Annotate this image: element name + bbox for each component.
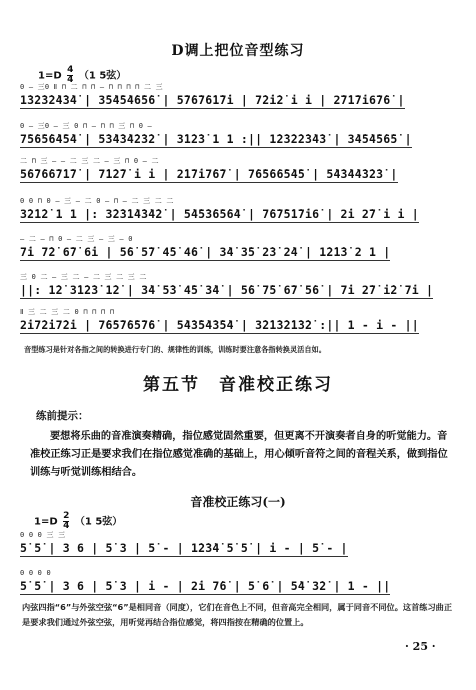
score-row	[20, 196, 450, 224]
notes-line: 5̇6̇7̇6̇6̇7̇1̇7̇ | 7̇1̇2̇7̇ i i | 2̇1̇7̇i7̇6̇7̇ | 7̇6̇5̇6̇6̇5̇4̇5̇ | 5̇4̇3̇4̇4̇3̇2̇3̇ |	[20, 167, 398, 181]
time-denominator: 4	[67, 75, 74, 85]
notes-line: 5̇ 5̇ | 3 6 | 5̇ 3 | 5̇ - | 1̇2̇3̇4̇ 5̇ 5̇ | i - | 5̇ - |	[20, 541, 348, 555]
section-title: 第五节 音准校正练习	[143, 375, 333, 395]
notes-line: ||: 1̇2̇ 3̇1̇2̇3̇ 1̇2̇ | 3̇4̇ 5̇3̇ 4̇5̇ 3̇4̇ | 5̇6̇ 7̇5̇ 6̇7̇ 5̇6̇ | 7̇i 2̇7̇ i̇2̇ 7̇i |	[20, 283, 434, 297]
notes-line: 3̇2̇1̇2̇ 1 1 |: 3̇2̇3̇1̇4̇3̇4̇2̇ | 5̇4̇5̇3̇6̇5̇6̇4̇ | 7̇6̇7̇5̇1̇7̇i6̇ | 2̇i 2̇7̇ i i |	[20, 207, 419, 221]
string-label: （1 5弦）	[74, 516, 123, 528]
fingering-marks: Ⅱ 三 二 三 二 0 ⊓ ⊓ ⊓ ⊓	[20, 308, 115, 316]
fingering-marks: 三 0 二 — 三 二 — 二 三 二 三 二	[20, 273, 147, 281]
fingering-marks: 0 0 0 0	[20, 569, 51, 577]
notes-line: 2̇i7̇2̇i7̇2̇i | 7̇6̇5̇7̇6̇5̇7̇6̇ | 5̇4̇3̇5̇4̇3̇5̇4̇ | 3̇2̇1̇3̇2̇1̇3̇2̇ :|| 1 - i - ||	[20, 318, 419, 332]
fingering-marks: 二 ⊓ 三 — — 二 三 二 — 三 ⊓ 0 — 二	[20, 157, 159, 165]
score-row	[20, 272, 450, 300]
exercise-title-intonation: 音准校正练习(一)	[190, 495, 286, 509]
score-row	[20, 234, 450, 262]
time-denominator: 4	[63, 521, 70, 531]
key-signature-2	[34, 512, 122, 531]
time-numerator: 4	[67, 65, 74, 75]
tip-paragraph	[30, 428, 450, 482]
exercise-title-d-key: D调上把位音型练习	[171, 43, 305, 59]
time-numerator: 2	[63, 511, 70, 521]
score-row	[20, 82, 450, 110]
fingering-marks: 0 0 0 三 三	[20, 531, 66, 539]
exercise-note: 音型练习是针对各指之间的转换进行专门的、规律性的训练，训练时要注意各指转换灵活自如。	[24, 345, 326, 354]
score-row	[20, 568, 450, 596]
string-label: （1 5弦）	[78, 70, 127, 82]
score-row	[20, 530, 450, 558]
notes-line: 1̇3̇2̇3̇2̇4̇3̇4̇ | 3̇5̇4̇5̇4̇6̇5̇6̇ | 5̇7̇6̇7̇6̇1̇7̇i | 7̇2̇i̇2̇ i i | 2̇7̇1̇7̇i6̇7̇6̇ |	[20, 93, 405, 107]
exercise-note-2: 内弦四指“6”与外弦空弦“6”是相同音（同度），它们在音色上不同，但音高完全相同，属于同音不同位。这首练习曲正是要求我们通过外弦空弦，用听觉再结合指位感觉，将四指按在精确的位置上。	[22, 602, 453, 627]
page-number: · 25 ·	[405, 640, 436, 653]
time-signature	[63, 512, 69, 531]
notes-line: 7̇5̇6̇5̇6̇4̇5̇4̇ | 5̇3̇4̇3̇4̇2̇3̇2̇ | 3̇1̇2̇3̇ 1 1 :|| 1̇2̇3̇2̇2̇3̇4̇3̇ | 3̇4̇5̇4̇5̇6̇5̇ |	[20, 132, 412, 146]
score-row	[20, 307, 450, 335]
tip-text: 要想将乐曲的音准演奏精确，指位感觉固然重要，但更离不开演奏者自身的听觉能力。音准校正练习正是要求我们在指位感觉准确的基础上，用心倾听音符之间的音程关系，做到指位训练与听觉训练相结合。	[30, 431, 448, 478]
notes-line: 5̇ 5̇ | 3 6 | 5̇ 3 | i - | 2̇i 7̇6̇ | 5̇ 6̇ | 5̇4̇ 3̇2̇ | 1 - ||	[20, 579, 391, 593]
notes-line: 7̇i 7̇2̇ 6̇7̇ 6̇i | 5̇6̇ 5̇7̇ 4̇5̇ 4̇6̇ | 3̇4̇ 3̇5̇ 2̇3̇ 2̇4̇ | 1̇2̇1̇3̇ 2 1 |	[20, 245, 391, 259]
tip-heading: 练前提示：	[36, 410, 89, 422]
key-label: 1=D	[38, 70, 62, 82]
fingering-marks: 0 0 ⊓ 0 — 三 — 二 0 — ⊓ — 二 三 二 二	[20, 197, 174, 205]
score-row	[20, 156, 450, 184]
key-label: 1=D	[34, 516, 58, 528]
fingering-marks: — 二 — ⊓ 0 — 二 三 — 三 — 0	[20, 235, 133, 243]
fingering-marks: 0 — 三0 Ⅱ ⊓ 二 ⊓ ⊓ — ⊓ ⊓ ⊓ ⊓ 二 三	[20, 83, 163, 91]
score-row	[20, 121, 450, 149]
fingering-marks: 0 — 三0 — 三 0 ⊓ — ⊓ ⊓ 三 ⊓ 0 —	[20, 122, 152, 130]
